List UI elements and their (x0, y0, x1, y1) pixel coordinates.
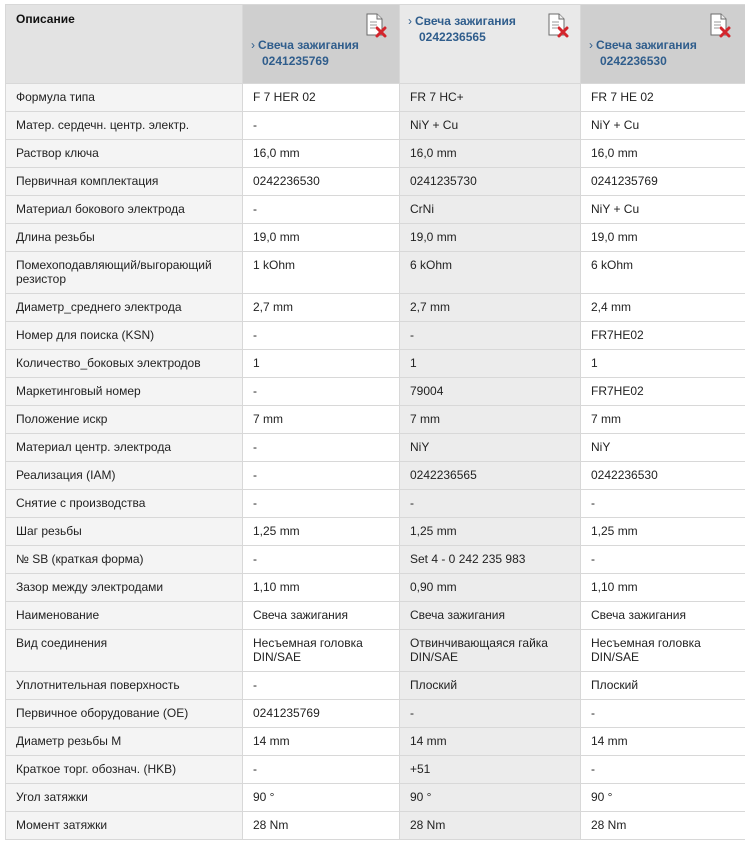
description-header: Описание (6, 5, 243, 84)
attribute-label: Раствор ключа (6, 140, 243, 168)
attribute-value: 14 mm (400, 728, 581, 756)
attribute-value: +51 (400, 756, 581, 784)
table-row (6, 112, 745, 140)
attribute-value: 6 kOhm (581, 252, 745, 294)
product-link-2[interactable] (408, 13, 516, 45)
remove-document-icon[interactable] (547, 13, 569, 38)
attribute-label: Маркетинговый номер (6, 378, 243, 406)
attribute-value: - (400, 490, 581, 518)
attribute-label: Материал бокового электрода (6, 196, 243, 224)
attribute-value: 0241235769 (581, 168, 745, 196)
attribute-value: 0,90 mm (400, 574, 581, 602)
attribute-value: - (243, 434, 400, 462)
attribute-value: 1 kOhm (243, 252, 400, 294)
attribute-value: NiY + Cu (400, 112, 581, 140)
attribute-label: Угол затяжки (6, 784, 243, 812)
attribute-label: Диаметр_среднего электрода (6, 294, 243, 322)
attribute-value: Несъемная головка DIN/SAE (581, 630, 745, 672)
table-row (6, 84, 745, 112)
attribute-value: CrNi (400, 196, 581, 224)
table-row (6, 672, 745, 700)
attribute-value: FR7HE02 (581, 322, 745, 350)
attribute-value: - (243, 490, 400, 518)
attribute-label: Реализация (IAM) (6, 462, 243, 490)
table-row (6, 350, 745, 378)
attribute-value: Свеча зажигания (581, 602, 745, 630)
table-row (6, 168, 745, 196)
attribute-value: 28 Nm (400, 812, 581, 840)
attribute-label: Наименование (6, 602, 243, 630)
table-row (6, 406, 745, 434)
attribute-value: - (400, 700, 581, 728)
attribute-label: Материал центр. электрода (6, 434, 243, 462)
table-row (6, 294, 745, 322)
table-row (6, 322, 745, 350)
attribute-value: - (581, 546, 745, 574)
attribute-value: 7 mm (400, 406, 581, 434)
product-link-1[interactable] (251, 37, 359, 69)
attribute-label: Количество_боковых электродов (6, 350, 243, 378)
attribute-value: - (243, 546, 400, 574)
attribute-value: F 7 HER 02 (243, 84, 400, 112)
attribute-value: 90 ° (400, 784, 581, 812)
table-row (6, 546, 745, 574)
attribute-value: - (581, 700, 745, 728)
product-code: 0242236530 (589, 53, 697, 69)
attribute-value: - (243, 672, 400, 700)
attribute-value: - (243, 196, 400, 224)
product-code: 0242236565 (408, 29, 516, 45)
attribute-value: 16,0 mm (581, 140, 745, 168)
table-row (6, 602, 745, 630)
attribute-value: NiY (400, 434, 581, 462)
table-row (6, 812, 745, 840)
product-link-3[interactable] (589, 37, 697, 69)
attribute-value: 90 ° (243, 784, 400, 812)
chevron-right-icon: › (251, 38, 255, 52)
attribute-value: 2,4 mm (581, 294, 745, 322)
attribute-value: 79004 (400, 378, 581, 406)
attribute-value: Несъемная головка DIN/SAE (243, 630, 400, 672)
attribute-value: Свеча зажигания (243, 602, 400, 630)
attribute-value: 0242236530 (581, 462, 745, 490)
table-row (6, 196, 745, 224)
attribute-label: Вид соединения (6, 630, 243, 672)
table-row (6, 462, 745, 490)
attribute-value: 14 mm (581, 728, 745, 756)
table-row (6, 378, 745, 406)
table-row (6, 224, 745, 252)
attribute-value: 1,25 mm (400, 518, 581, 546)
attribute-label: Диаметр резьбы М (6, 728, 243, 756)
attribute-value: - (581, 490, 745, 518)
attribute-value: 28 Nm (243, 812, 400, 840)
attribute-label: Снятие с производства (6, 490, 243, 518)
table-row (6, 728, 745, 756)
attribute-value: - (581, 756, 745, 784)
attribute-value: 1 (400, 350, 581, 378)
attribute-label: Длина резьбы (6, 224, 243, 252)
table-row (6, 756, 745, 784)
attribute-value: Плоский (581, 672, 745, 700)
attribute-value: 19,0 mm (243, 224, 400, 252)
attribute-value: FR7HE02 (581, 378, 745, 406)
attribute-value: 28 Nm (581, 812, 745, 840)
attribute-value: - (243, 462, 400, 490)
attribute-value: FR 7 HE 02 (581, 84, 745, 112)
attribute-value: 16,0 mm (400, 140, 581, 168)
table-row (6, 574, 745, 602)
attribute-label: Помехоподавляющий/выгорающий резистор (6, 252, 243, 294)
table-row (6, 140, 745, 168)
remove-document-icon[interactable] (709, 13, 731, 38)
table-row (6, 490, 745, 518)
attribute-value: 1 (243, 350, 400, 378)
chevron-right-icon: › (589, 38, 593, 52)
product-name: Свеча зажигания (415, 14, 516, 28)
comparison-table (5, 4, 745, 840)
attribute-label: Зазор между электродами (6, 574, 243, 602)
attribute-value: 16,0 mm (243, 140, 400, 168)
attribute-value: NiY + Cu (581, 112, 745, 140)
attribute-value: Свеча зажигания (400, 602, 581, 630)
attribute-label: Краткое торг. обознач. (HKB) (6, 756, 243, 784)
attribute-value: 1,10 mm (581, 574, 745, 602)
attribute-label: Уплотнительная поверхность (6, 672, 243, 700)
attribute-value: - (243, 322, 400, 350)
attribute-label: № SB (краткая форма) (6, 546, 243, 574)
product-column-3 (581, 5, 745, 84)
table-row (6, 518, 745, 546)
attribute-label: Формула типа (6, 84, 243, 112)
attribute-value: 0242236565 (400, 462, 581, 490)
table-row (6, 700, 745, 728)
product-column-2 (400, 5, 581, 84)
attribute-value: NiY (581, 434, 745, 462)
chevron-right-icon: › (408, 14, 412, 28)
table-header-row (6, 5, 745, 84)
attribute-value: 0242236530 (243, 168, 400, 196)
attribute-label: Шаг резьбы (6, 518, 243, 546)
attribute-value: - (400, 322, 581, 350)
table-row (6, 252, 745, 294)
attribute-label: Первичная комплектация (6, 168, 243, 196)
attribute-value: Set 4 - 0 242 235 983 (400, 546, 581, 574)
attribute-value: 6 kOhm (400, 252, 581, 294)
attribute-value: - (243, 756, 400, 784)
attribute-value: NiY + Cu (581, 196, 745, 224)
attribute-value: 90 ° (581, 784, 745, 812)
attribute-value: 1,10 mm (243, 574, 400, 602)
attribute-value: 2,7 mm (400, 294, 581, 322)
attribute-value: 0241235769 (243, 700, 400, 728)
attribute-value: 1,25 mm (581, 518, 745, 546)
table-row (6, 784, 745, 812)
attribute-label: Первичное оборудование (OE) (6, 700, 243, 728)
product-name: Свеча зажигания (596, 38, 697, 52)
attribute-value: Отвинчивающаяся гайка DIN/SAE (400, 630, 581, 672)
attribute-value: - (243, 112, 400, 140)
attribute-label: Момент затяжки (6, 812, 243, 840)
product-column-1 (243, 5, 400, 84)
attribute-label: Матер. сердечн. центр. электр. (6, 112, 243, 140)
attribute-value: 7 mm (581, 406, 745, 434)
product-name: Свеча зажигания (258, 38, 359, 52)
attribute-value: - (243, 378, 400, 406)
attribute-value: 7 mm (243, 406, 400, 434)
attribute-label: Номер для поиска (KSN) (6, 322, 243, 350)
table-row (6, 630, 745, 672)
remove-document-icon[interactable] (365, 13, 387, 38)
attribute-label: Положение искр (6, 406, 243, 434)
attribute-value: 19,0 mm (581, 224, 745, 252)
table-row (6, 434, 745, 462)
attribute-value: 1 (581, 350, 745, 378)
attribute-value: Плоский (400, 672, 581, 700)
attribute-value: 1,25 mm (243, 518, 400, 546)
product-code: 0241235769 (251, 53, 359, 69)
attribute-value: 0241235730 (400, 168, 581, 196)
attribute-value: 19,0 mm (400, 224, 581, 252)
attribute-value: FR 7 HC+ (400, 84, 581, 112)
attribute-value: 2,7 mm (243, 294, 400, 322)
attribute-value: 14 mm (243, 728, 400, 756)
